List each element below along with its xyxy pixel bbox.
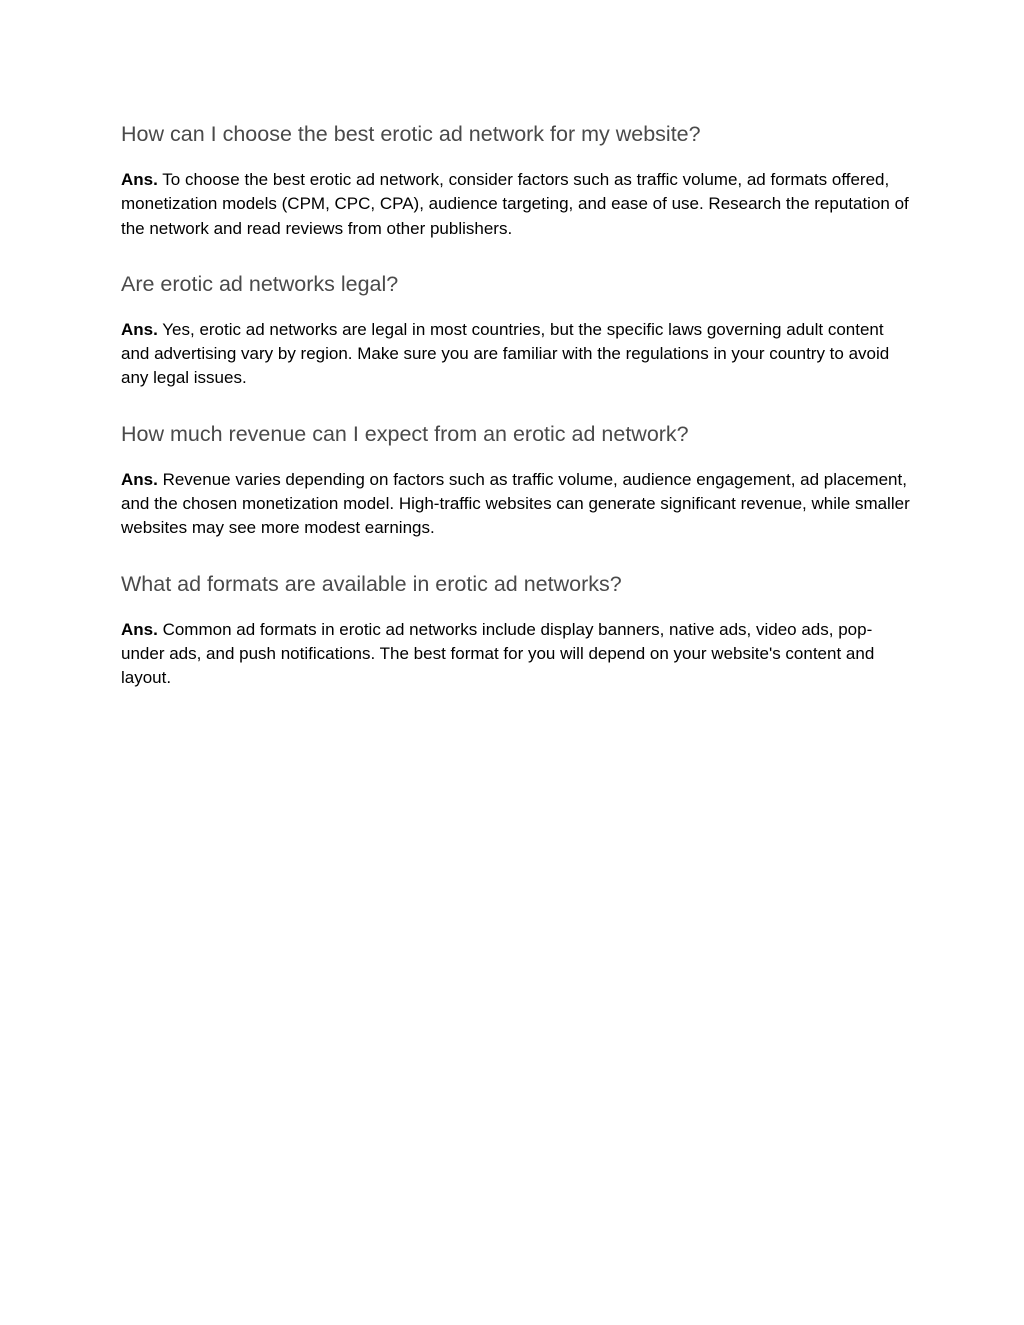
answer-text: Common ad formats in erotic ad networks include display banners, native ads, video ads, pop-under ads, and push notifications. The best format for you will depend on your website's content and layout. [121, 619, 875, 688]
faq-question: How much revenue can I expect from an erotic ad network? [121, 421, 689, 446]
answer-text: To choose the best erotic ad network, consider factors such as traffic volume, ad formats offered, monetization models (CPM, CPC, CPA), audience targeting, and ease of use. Research the reputation of the network and read reviews from other publishers. [121, 170, 909, 238]
answer-label: Ans. [121, 170, 158, 189]
answer-label: Ans. [121, 619, 158, 639]
faq-answer [121, 468, 911, 541]
faq-question: How can I choose the best erotic ad network for my website? [121, 122, 701, 146]
faq-answer [121, 318, 911, 391]
answer-label: Ans. [121, 469, 158, 489]
faq-item [121, 419, 911, 541]
answer-text: Yes, erotic ad networks are legal in most countries, but the specific laws governing adult content and advertising vary by region. Make sure you are familiar with the regulations in your country to avoid any legal issues. [121, 319, 890, 388]
document-page [121, 119, 911, 719]
answer-label: Ans. [121, 319, 158, 339]
faq-item [121, 569, 911, 691]
faq-answer [121, 618, 911, 691]
faq-answer [121, 168, 911, 241]
faq-question: What ad formats are available in erotic ad networks? [121, 571, 622, 596]
faq-item [121, 269, 911, 391]
faq-question: Are erotic ad networks legal? [121, 271, 399, 296]
answer-text: Revenue varies depending on factors such as traffic volume, audience engagement, ad placement, and the chosen monetization model. High-traffic websites can generate significant revenue, while smaller websites may see more modest earnings. [121, 469, 910, 538]
faq-item [121, 119, 911, 241]
